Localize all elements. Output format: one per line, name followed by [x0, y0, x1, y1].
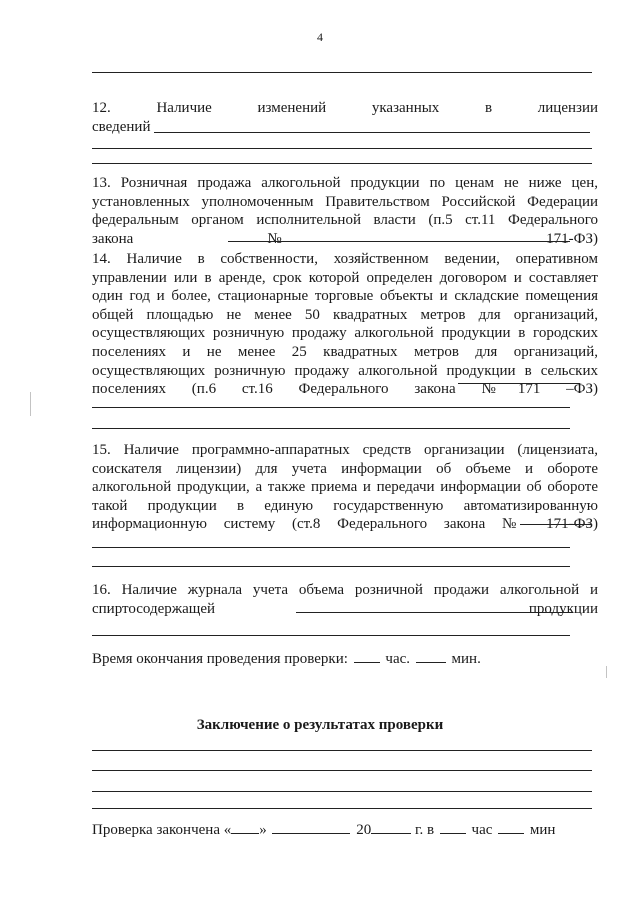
- fill-line: [92, 566, 570, 567]
- item-12: [92, 99, 598, 136]
- year-suffix: г. в: [414, 822, 435, 838]
- fill-line: [92, 428, 570, 429]
- item-13-line-2: установленных уполномоченным Правительством Российской Федерации: [92, 193, 598, 210]
- completed-label: Проверка закончена «: [92, 822, 232, 838]
- item-15: [92, 441, 598, 534]
- item-14-line-8: поселениях (п.6 ст.16 Федерального закона №171 –ФЗ): [92, 381, 598, 398]
- item-14-line-1: 14. Наличие в собственности, хозяйственном ведении, оперативном: [92, 251, 598, 267]
- year-prefix: 20: [356, 822, 372, 838]
- item-15-line-5: информационную систему (ст.8 Федерального закона № 171-ФЗ): [92, 516, 598, 533]
- item-16-line-2: спиртосодержащей продукции: [92, 600, 598, 617]
- item-12-line-1: 12. Наличие изменений указанных в лицензии: [92, 100, 598, 116]
- end-minutes-label: мин.: [451, 651, 481, 667]
- completed-minutes-blank[interactable]: [498, 819, 524, 834]
- item-13-line-3: федеральным органом исполнительной власти (п.5 ст.11 Федерального: [92, 212, 598, 229]
- fill-line: [154, 132, 590, 133]
- fill-line: [92, 547, 570, 548]
- page-number: 4: [317, 30, 323, 44]
- item-14-line-6: поселениях и не менее 25 квадратных метров для организаций,: [92, 343, 598, 360]
- fill-line: [92, 163, 592, 164]
- month-blank[interactable]: [272, 819, 350, 834]
- fill-line: [228, 241, 570, 242]
- item-15-line-3: алкогольной продукции, а также приема и передачи информации об обороте: [92, 479, 598, 496]
- fill-line: [92, 148, 592, 149]
- item-15-line-4: такой продукции в единую государственную автоматизированную: [92, 497, 598, 514]
- year-blank[interactable]: [371, 819, 411, 834]
- fill-line: [92, 407, 570, 408]
- item-13-line-4: закона № 171-ФЗ): [92, 230, 598, 247]
- scan-mark: [606, 666, 607, 678]
- item-15-line-2: соискателя лицензии) для учета информации об объеме и обороте: [92, 460, 598, 477]
- item-15-line-1: 15. Наличие программно-аппаратных средств организации (лицензиата,: [92, 442, 598, 458]
- end-hours-blank[interactable]: [354, 648, 380, 663]
- conclusion-heading: Заключение о результатах проверки: [196, 717, 444, 733]
- fill-line: [92, 750, 592, 751]
- completion-row: [92, 819, 555, 839]
- completed-hours-label: час: [471, 822, 493, 838]
- fill-line: [92, 635, 570, 636]
- fill-line: [92, 72, 592, 73]
- fill-line: [458, 383, 580, 384]
- item-14-line-5: осуществляющих розничную продажу алкогольной продукции в городских: [92, 325, 598, 342]
- fill-line: [92, 791, 592, 792]
- end-minutes-blank[interactable]: [416, 648, 446, 663]
- completed-hours-blank[interactable]: [440, 819, 466, 834]
- scan-mark: [30, 392, 31, 416]
- fill-line: [92, 770, 592, 771]
- item-14: [92, 250, 598, 399]
- fill-line: [296, 612, 572, 613]
- item-14-line-2: управлении или в аренде, срок которой определен договором и составляет: [92, 269, 598, 286]
- day-blank[interactable]: [231, 819, 259, 834]
- item-12-line-2: сведений: [92, 118, 151, 135]
- completed-minutes-label: мин: [529, 822, 556, 838]
- end-time-row: [92, 648, 481, 668]
- item-14-line-4: общей площадью не менее 50 квадратных метров для организаций,: [92, 306, 598, 323]
- end-time-label: Время окончания проведения проверки:: [92, 651, 348, 667]
- end-hours-label: час.: [385, 651, 411, 667]
- item-13-line-1: 13. Розничная продажа алкогольной продукции по ценам не ниже цен,: [92, 175, 598, 191]
- item-14-line-3: один год и более, стационарные торговые объекты и складские помещения: [92, 288, 598, 305]
- item-16-line-1: 16. Наличие журнала учета объема розничной продажи алкогольной и: [92, 582, 598, 598]
- fill-line: [92, 808, 592, 809]
- close-quote: »: [259, 822, 267, 838]
- item-14-line-7: осуществляющих розничную продажу алкогольной продукции в сельских: [92, 362, 598, 379]
- item-13: [92, 174, 598, 248]
- fill-line: [520, 524, 592, 525]
